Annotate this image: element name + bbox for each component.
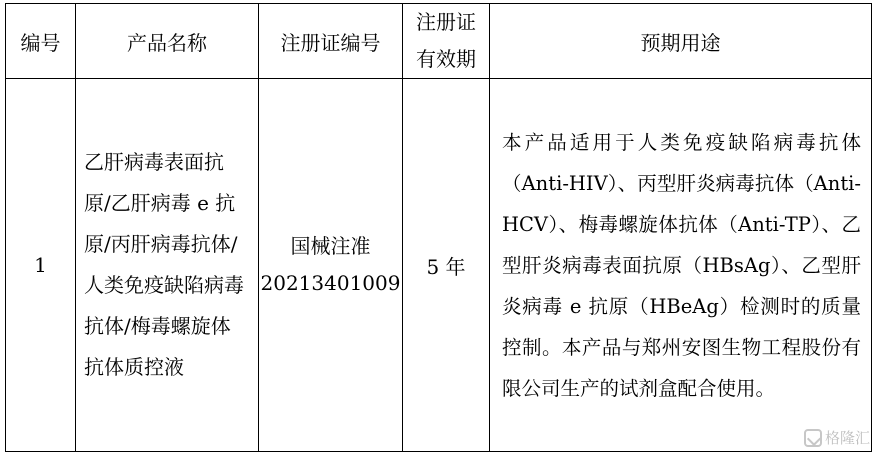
cell-validity: 5 年: [403, 79, 490, 452]
cell-intended-use: 本产品适用于人类免疫缺陷病毒抗体（Anti-HIV）、丙型肝炎病毒抗体（Anti-HCV）、梅毒螺旋体抗体（Anti-TP）、乙型肝炎病毒表面抗原（HBsAg）、乙型肝炎病毒 e 抗原（HBeAg）检测时的质量控制。本产品与郑州安图生物工程股份有限公司生产的试剂盒配合使用。: [490, 79, 872, 452]
table-row: [6, 79, 872, 452]
header-registration-number: 注册证编号: [259, 4, 403, 79]
gelonghui-logo-icon: [804, 429, 822, 447]
cell-no: 1: [6, 79, 76, 452]
header-product-name: 产品名称: [76, 4, 259, 79]
watermark: [804, 427, 870, 448]
header-row: [6, 4, 872, 79]
watermark-text: 格隆汇: [824, 429, 870, 447]
cell-registration-line1: 国械注准: [290, 234, 371, 258]
product-table: [5, 3, 872, 452]
header-intended-use: 预期用途: [490, 4, 872, 79]
cell-registration-number: [259, 79, 403, 452]
cell-product-name: 乙肝病毒表面抗原/乙肝病毒 e 抗原/丙肝病毒抗体/人类免疫缺陷病毒抗体/梅毒螺旋体抗体质控液: [76, 79, 259, 452]
header-validity-line2: 有效期: [416, 47, 476, 71]
cell-registration-line2: 20213401009: [260, 271, 401, 295]
header-validity-line1: 注册证: [416, 10, 476, 34]
header-no: 编号: [6, 4, 76, 79]
header-validity: [403, 4, 490, 79]
